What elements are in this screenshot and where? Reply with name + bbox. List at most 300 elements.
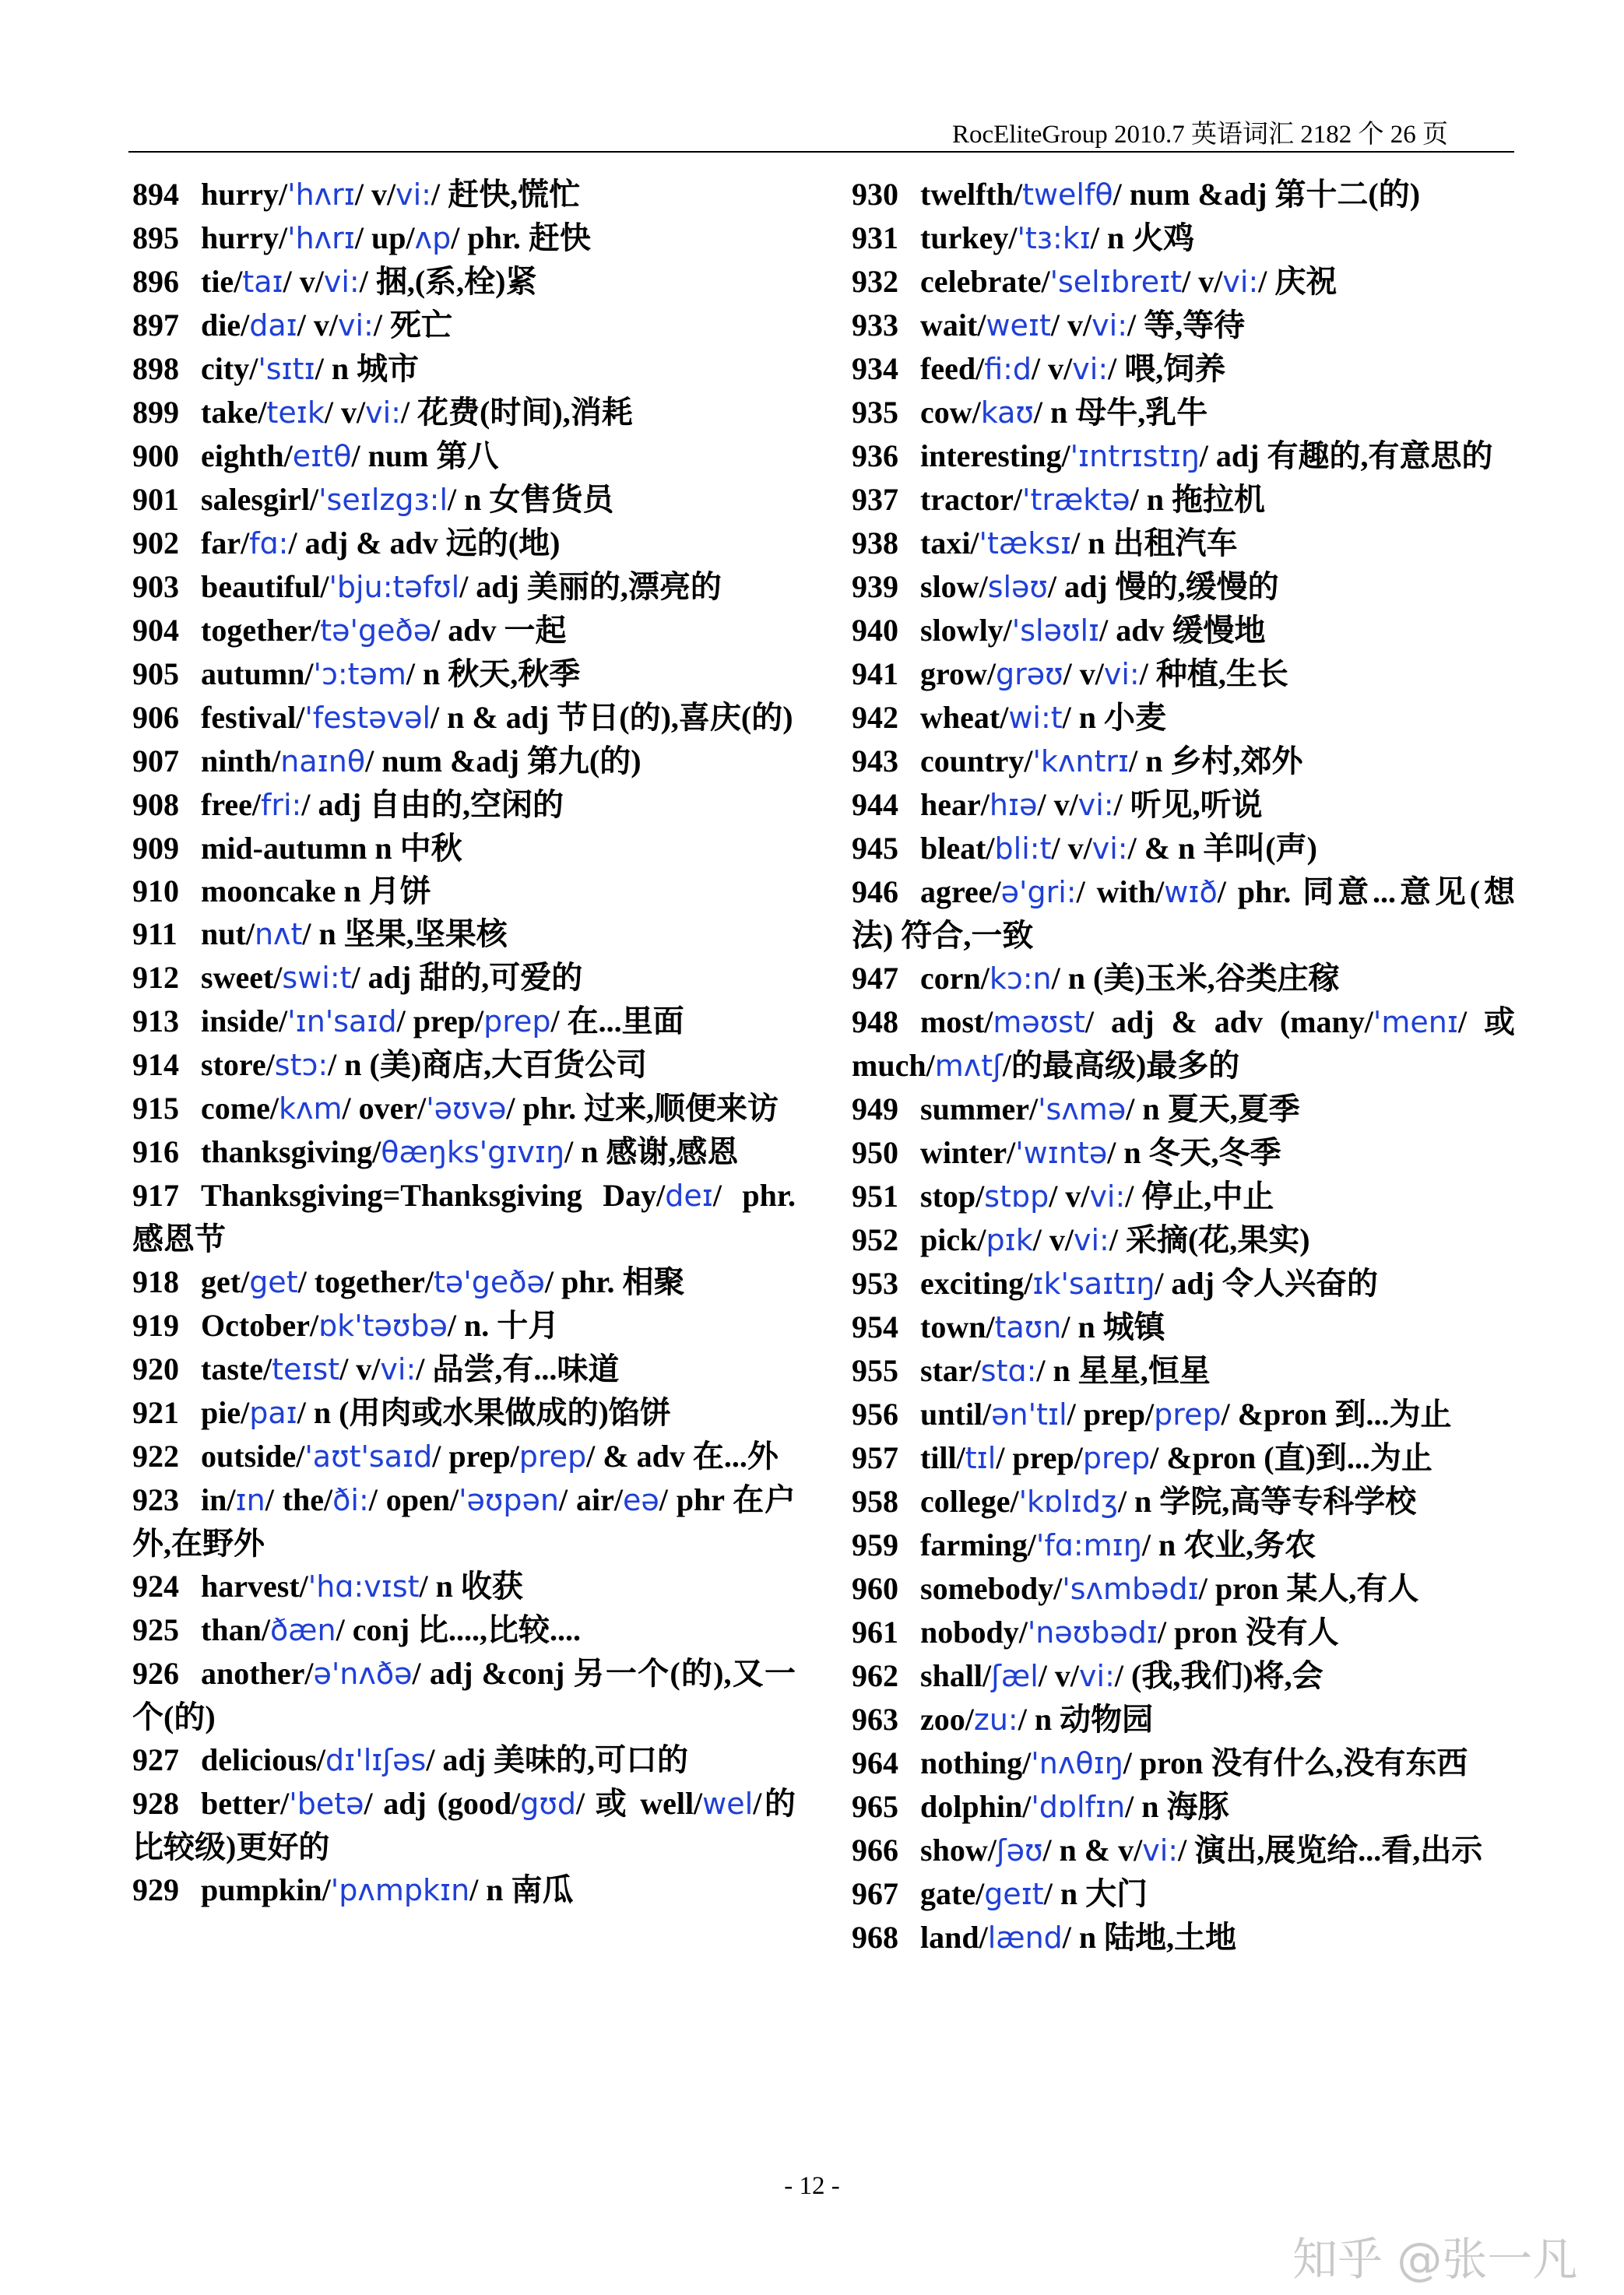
phonetic: ɪk'saɪtɪŋ	[1032, 1267, 1155, 1301]
entry-text: Thanksgiving=Thanksgiving Day/	[201, 1178, 666, 1213]
entry-text: / 或 well/	[575, 1786, 703, 1821]
entry-number: 906	[132, 700, 179, 735]
entry-text: / adj & adv 远的(地)	[288, 525, 561, 561]
entry-text: / pron 没有人	[1157, 1615, 1339, 1650]
entry-text: together/	[201, 613, 321, 648]
phonetic: vi:	[1091, 308, 1128, 343]
vocab-entry	[132, 1130, 796, 1174]
entry-text: / v/	[339, 1351, 381, 1386]
entry-text: mooncake n 月饼	[201, 873, 431, 909]
entry-number: 933	[852, 308, 898, 343]
phonetic: vi:	[380, 1352, 417, 1386]
entry-text: / prep/	[1067, 1397, 1155, 1432]
phonetic: mʌtʃ	[934, 1049, 1003, 1083]
vocab-entry	[852, 696, 1515, 740]
entry-text: / phr. 赶快	[451, 220, 591, 255]
entry-text: / &pron 到...为止	[1221, 1397, 1452, 1432]
entry-text: farming/	[920, 1527, 1036, 1562]
entry-text: country/	[920, 743, 1033, 778]
vocab-entry	[852, 783, 1515, 827]
entry-text: / n 大门	[1043, 1876, 1148, 1911]
entry-text: grow/	[920, 656, 997, 691]
entry-text: / prep/	[396, 1003, 484, 1039]
phonetic: 'hʌrɪ	[287, 177, 355, 212]
entry-text: / 死亡	[373, 308, 452, 343]
vocab-entry	[132, 1652, 796, 1738]
vocab-entry	[852, 1306, 1515, 1349]
entry-text: / n 动物园	[1018, 1702, 1154, 1737]
phonetic: twelfθ	[1022, 177, 1113, 212]
entry-text: / adj 美丽的,漂亮的	[459, 569, 722, 604]
entry-text: / v/	[1037, 787, 1078, 822]
entry-text: hear/	[920, 787, 990, 822]
vocab-entry	[852, 347, 1515, 391]
phonetic: 'kɒlɪdʒ	[1018, 1485, 1118, 1519]
phonetic: dɪ'lɪʃəs	[325, 1743, 427, 1777]
phonetic: 'bju:təfʊl	[329, 570, 460, 604]
phonetic: kʌm	[278, 1091, 343, 1126]
entry-text: feed/	[920, 351, 985, 386]
entry-text: summer/	[920, 1091, 1039, 1126]
phonetic: 'betə	[289, 1787, 364, 1821]
entry-number: 905	[132, 656, 179, 691]
header-rule	[128, 151, 1514, 153]
phonetic: ʃæl	[991, 1659, 1039, 1693]
entry-text: / v/	[1050, 308, 1092, 343]
phonetic: eɪtθ	[292, 439, 352, 473]
phonetic: ɪn	[235, 1483, 265, 1517]
entry-text: star/	[920, 1353, 981, 1388]
phonetic: tə'geðə	[320, 613, 432, 648]
entry-text: most/	[920, 1004, 993, 1039]
vocab-entry	[132, 1260, 796, 1304]
vocab-entry	[852, 957, 1515, 1000]
vocab-entry	[132, 304, 796, 347]
entry-text: town/	[920, 1309, 995, 1344]
vocab-entry	[852, 1654, 1515, 1698]
entry-number: 945	[852, 831, 898, 866]
entry-text: / over/	[342, 1091, 427, 1126]
entry-number: 902	[132, 525, 179, 561]
vocab-entry	[852, 652, 1515, 696]
entry-number: 959	[852, 1527, 898, 1562]
entry-number: 931	[852, 220, 898, 255]
phonetic: 'sləʊlɪ	[1011, 613, 1100, 648]
entry-number: 901	[132, 482, 179, 517]
entry-text: / &pron (直)到...为止	[1150, 1440, 1432, 1475]
entry-text: outside/	[201, 1439, 305, 1474]
phonetic: 'pʌmpkɪn	[330, 1873, 470, 1907]
entry-text: / n 火鸡	[1090, 220, 1195, 255]
phonetic: tə'geðə	[433, 1265, 545, 1299]
vocab-entry	[132, 1174, 796, 1260]
entry-number: 922	[132, 1439, 179, 1474]
phonetic: fi:d	[984, 352, 1032, 386]
entry-number: 951	[852, 1179, 898, 1214]
entry-text: wheat/	[920, 700, 1009, 735]
entry-text: / n (美)玉米,谷类庄稼	[1051, 961, 1340, 996]
entry-number: 938	[852, 525, 898, 561]
phonetic: fɑ:	[249, 526, 289, 561]
phonetic: 'dɒlfɪn	[1031, 1790, 1126, 1824]
phonetic: 'festəvəl	[304, 701, 431, 735]
phonetic: taʊn	[994, 1310, 1062, 1344]
entry-text: gate/	[920, 1876, 985, 1911]
entry-number: 914	[132, 1047, 179, 1082]
vocab-entry	[132, 1087, 796, 1130]
entry-number: 966	[852, 1833, 898, 1868]
phonetic: fri:	[260, 788, 302, 822]
entry-text: / prep/	[432, 1439, 519, 1474]
entry-text: / adj &conj 另一个(的),又一个(的)	[132, 1656, 796, 1734]
entry-text: / phr. 相聚	[544, 1264, 685, 1299]
entry-text: / n & adj 节日(的),喜庆(的)	[431, 700, 793, 735]
entry-text: / 演出,展览给...看,出示	[1178, 1833, 1483, 1868]
entry-text: another/	[201, 1656, 314, 1691]
vocab-entry	[132, 912, 796, 956]
entry-text: / num &adj 第九(的)	[365, 743, 642, 778]
phonetic: teɪst	[272, 1352, 340, 1386]
vocab-entry	[852, 827, 1515, 870]
vocab-entry	[852, 1218, 1515, 1262]
vocab-entry	[132, 260, 796, 304]
entry-text: / n (美)商店,大百货公司	[328, 1047, 648, 1082]
entry-text: / n 乡村,郊外	[1129, 743, 1303, 778]
phonetic: vi:	[1089, 1179, 1126, 1214]
phonetic: 'træktə	[1022, 483, 1130, 517]
entry-number: 965	[852, 1789, 898, 1824]
phonetic: zu:	[973, 1703, 1018, 1737]
entry-text: / v/	[354, 177, 396, 212]
phonetic: pɪk	[986, 1223, 1033, 1257]
vocab-entry	[132, 522, 796, 565]
entry-number: 926	[132, 1656, 179, 1691]
entry-text: / open/	[368, 1482, 459, 1517]
vocab-entry	[852, 434, 1515, 478]
phonetic: get	[249, 1265, 298, 1299]
entry-text: / 种植,生长	[1139, 656, 1288, 691]
phonetic: hɪə	[989, 788, 1038, 822]
phonetic: stɑ:	[980, 1354, 1037, 1388]
entry-text: / 品尝,有...味道	[416, 1351, 620, 1386]
phonetic: məʊst	[993, 1005, 1085, 1039]
entry-text: / adj 令人兴奋的	[1155, 1266, 1378, 1301]
vocab-entry	[132, 870, 796, 912]
phonetic: prep	[1154, 1397, 1222, 1432]
phonetic: vi:	[1079, 1659, 1115, 1693]
vocab-entry	[132, 1738, 796, 1782]
entry-number: 958	[852, 1484, 898, 1519]
entry-text: cow/	[920, 395, 981, 430]
entry-text: / adv 一起	[431, 613, 567, 648]
phonetic: ə'gri:	[1000, 875, 1077, 909]
entry-text: / v/	[297, 308, 338, 343]
entry-text: / phr. 感恩节	[132, 1178, 796, 1256]
vocab-entry	[132, 956, 796, 1000]
vocab-entry	[132, 1868, 796, 1912]
entry-text: / n 南瓜	[469, 1872, 574, 1907]
vocab-entry	[852, 740, 1515, 783]
entry-number: 964	[852, 1745, 898, 1780]
vocab-entry	[132, 1782, 796, 1868]
left-column	[132, 173, 796, 1912]
entry-number: 915	[132, 1091, 179, 1126]
entry-text: / n 小麦	[1062, 700, 1167, 735]
vocab-entry	[132, 696, 796, 740]
entry-text: better/	[201, 1786, 290, 1821]
entry-number: 930	[852, 177, 898, 212]
vocab-entry	[132, 347, 796, 391]
entry-text: thanksgiving/	[201, 1134, 381, 1169]
entry-text: delicious/	[201, 1742, 326, 1777]
page-number: - 12 -	[784, 2172, 840, 2200]
entry-number: 908	[132, 787, 179, 822]
entry-number: 928	[132, 1786, 179, 1821]
phonetic: 'ɪn'saɪd	[287, 1004, 397, 1039]
phonetic: 'fɑ:mɪŋ	[1035, 1528, 1142, 1562]
phonetic: 'nəʊbədɪ	[1027, 1615, 1158, 1650]
entry-number: 900	[132, 438, 179, 473]
entry-text: nobody/	[920, 1615, 1028, 1650]
vocab-entry	[852, 391, 1515, 434]
entry-text: / n & v/	[1042, 1833, 1143, 1868]
entry-text: bleat/	[920, 831, 995, 866]
entry-number: 949	[852, 1091, 898, 1126]
entry-number: 910	[132, 873, 179, 909]
entry-text: far/	[201, 525, 250, 561]
entry-text: / n 陆地,土地	[1062, 1920, 1237, 1955]
vocab-entry	[852, 1480, 1515, 1524]
phonetic: 'menɪ	[1373, 1005, 1458, 1039]
phonetic: wel	[702, 1787, 754, 1821]
entry-number: 918	[132, 1264, 179, 1299]
phonetic: 'sɪtɪ	[258, 352, 315, 386]
vocab-entry	[132, 652, 796, 696]
phonetic: ðæn	[269, 1613, 336, 1647]
entry-text: / n 城镇	[1061, 1309, 1165, 1344]
vocab-entry	[852, 1349, 1515, 1393]
vocab-entry	[132, 1478, 796, 1565]
entry-number: 954	[852, 1309, 898, 1344]
entry-text: slowly/	[920, 613, 1012, 648]
entry-text: / with/	[1076, 874, 1165, 909]
entry-number: 942	[852, 700, 898, 735]
phonetic: paɪ	[249, 1396, 297, 1430]
entry-text: / n 学院,高等专科学校	[1117, 1484, 1417, 1519]
entry-text: / 在...里面	[550, 1003, 684, 1039]
vocab-entry	[852, 1088, 1515, 1131]
vocab-entry	[852, 1000, 1515, 1088]
entry-number: 940	[852, 613, 898, 648]
vocab-entry	[132, 565, 796, 609]
entry-number: 932	[852, 264, 898, 299]
vocab-entry	[132, 1000, 796, 1043]
phonetic: 'seɪlzgɜ:l	[318, 483, 448, 517]
entry-text: die/	[201, 308, 250, 343]
vocab-entry	[852, 609, 1515, 652]
vocab-entry	[132, 1565, 796, 1608]
phonetic: lænd	[987, 1921, 1063, 1955]
entry-text: pie/	[201, 1395, 250, 1430]
phonetic: vi:	[1091, 831, 1128, 866]
entry-text: / adj & adv (many/	[1084, 1004, 1373, 1039]
entry-text: / together/	[297, 1264, 434, 1299]
phonetic: 'ɔ:təm	[313, 657, 406, 691]
entry-text: mid-autumn n 中秋	[201, 831, 462, 866]
vocab-entry	[852, 1131, 1515, 1175]
entry-number: 963	[852, 1702, 898, 1737]
entry-text: harvest/	[201, 1569, 308, 1604]
vocab-entry	[132, 740, 796, 783]
entry-text: stop/	[920, 1179, 985, 1214]
phonetic: grəʊ	[996, 657, 1063, 691]
entry-text: beautiful/	[201, 569, 329, 604]
entry-text: / & adv 在...外	[586, 1439, 779, 1474]
entry-text: festival/	[201, 700, 305, 735]
phonetic: vi:	[1222, 265, 1259, 299]
entry-text: / num &adj 第十二(的)	[1113, 177, 1421, 212]
phonetic: sləʊ	[987, 570, 1048, 604]
entry-text: get/	[201, 1264, 250, 1299]
vocab-entry	[132, 434, 796, 478]
entry-text: / n 城市	[315, 351, 420, 386]
entry-text: / n (用肉或水果做成的)馅饼	[297, 1395, 671, 1430]
phonetic: 'tæksɪ	[979, 526, 1072, 561]
entry-text: / n 秋天,秋季	[406, 656, 581, 691]
entry-text: / n 女售货员	[448, 482, 614, 517]
entry-text: / v/	[1032, 1222, 1074, 1257]
phonetic: ən'tɪl	[991, 1397, 1067, 1432]
entry-number: 946	[852, 874, 898, 909]
entry-number: 917	[132, 1178, 179, 1213]
vocab-entry	[852, 260, 1515, 304]
entry-text: tie/	[201, 264, 243, 299]
entry-text: / n 海豚	[1125, 1789, 1229, 1824]
entry-number: 967	[852, 1876, 898, 1911]
vocab-entry	[852, 1872, 1515, 1916]
right-column	[852, 173, 1515, 1959]
entry-number: 961	[852, 1615, 898, 1650]
entry-text: / v/	[1051, 831, 1092, 866]
entry-text: / v/	[283, 264, 324, 299]
phonetic: ɒk'təʊbə	[318, 1309, 448, 1343]
phonetic: 'əʊpən	[459, 1483, 559, 1517]
phonetic: vi:	[1073, 1223, 1109, 1257]
entry-text: / phr. 过来,顺便来访	[506, 1091, 779, 1126]
phonetic: vi:	[338, 308, 374, 343]
entry-text: / (我,我们)将,会	[1114, 1658, 1323, 1693]
entry-number: 913	[132, 1003, 179, 1039]
entry-text: dolphin/	[920, 1789, 1032, 1824]
entry-text: / n 收获	[419, 1569, 523, 1604]
entry-text: land/	[920, 1920, 988, 1955]
entry-number: 911	[132, 916, 178, 951]
entry-text: / 或 much/	[852, 1004, 1515, 1083]
entry-text: until/	[920, 1397, 992, 1432]
entry-text: / adj (good/	[364, 1786, 521, 1821]
entry-text: exciting/	[920, 1266, 1033, 1301]
entry-text: autumn/	[201, 656, 314, 691]
entry-text: / the/	[265, 1482, 333, 1517]
phonetic: bli:t	[994, 831, 1052, 866]
entry-text: interesting/	[920, 438, 1070, 473]
entry-text: city/	[201, 351, 258, 386]
vocab-entry	[852, 522, 1515, 565]
entry-number: 899	[132, 395, 179, 430]
entry-number: 916	[132, 1134, 179, 1169]
entry-text: hurry/	[201, 177, 288, 212]
entry-text: slow/	[920, 569, 988, 604]
vocab-entry	[132, 609, 796, 652]
phonetic: prep	[1082, 1441, 1151, 1475]
entry-text: pick/	[920, 1222, 986, 1257]
entry-number: 909	[132, 831, 179, 866]
phonetic: prep	[483, 1004, 551, 1039]
entry-text: come/	[201, 1091, 279, 1126]
vocab-entry	[132, 1043, 796, 1087]
phonetic: vi:	[1103, 657, 1140, 691]
entry-text: / 等,等待	[1127, 308, 1246, 343]
entry-number: 956	[852, 1397, 898, 1432]
entry-number: 924	[132, 1569, 179, 1604]
entry-number: 934	[852, 351, 898, 386]
entry-text: / 停止,中止	[1125, 1179, 1274, 1214]
entry-number: 912	[132, 960, 179, 995]
entry-number: 948	[852, 1004, 898, 1039]
vocab-entry	[852, 1524, 1515, 1567]
entry-text: taxi/	[920, 525, 979, 561]
phonetic: nʌt	[254, 917, 303, 951]
entry-number: 936	[852, 438, 898, 473]
phonetic: ʌp	[414, 221, 452, 255]
entry-text: / phr. 同意...意见(想法) 符合,一致	[852, 874, 1515, 953]
entry-text: / v/	[324, 395, 366, 430]
phonetic: θæŋks'gɪvɪŋ	[381, 1135, 565, 1169]
vocab-entry	[852, 1175, 1515, 1218]
entry-number: 895	[132, 220, 179, 255]
phonetic: wi:t	[1008, 701, 1063, 735]
entry-text: nothing/	[920, 1745, 1032, 1780]
entry-text: / adj 慢的,缓慢的	[1047, 569, 1279, 604]
entry-text: / n 感谢,感恩	[564, 1134, 739, 1169]
phonetic: eə	[622, 1483, 659, 1517]
entry-number: 941	[852, 656, 898, 691]
entry-number: 955	[852, 1353, 898, 1388]
entry-number: 950	[852, 1135, 898, 1170]
entry-text: agree/	[920, 874, 1001, 909]
phonetic: 'tɜ:kɪ	[1017, 221, 1091, 255]
entry-text: store/	[201, 1047, 275, 1082]
entry-text: / n 出租汽车	[1071, 525, 1238, 561]
entry-number: 962	[852, 1658, 898, 1693]
vocab-entry	[132, 173, 796, 216]
entry-number: 894	[132, 177, 179, 212]
entry-number: 927	[132, 1742, 179, 1777]
entry-number: 957	[852, 1440, 898, 1475]
phonetic: gʊd	[520, 1787, 576, 1821]
entry-text: till/	[920, 1440, 965, 1475]
entry-number: 925	[132, 1612, 179, 1647]
vocab-entry	[132, 1304, 796, 1348]
vocab-entry	[852, 870, 1515, 957]
phonetic: vi:	[365, 395, 401, 430]
vocab-entry	[852, 173, 1515, 216]
entry-text: celebrate/	[920, 264, 1050, 299]
entry-number: 947	[852, 961, 898, 996]
entry-text: turkey/	[920, 220, 1018, 255]
phonetic: 'sʌmbədɪ	[1062, 1572, 1199, 1606]
phonetic: 'ɪntrɪstɪŋ	[1070, 439, 1200, 473]
